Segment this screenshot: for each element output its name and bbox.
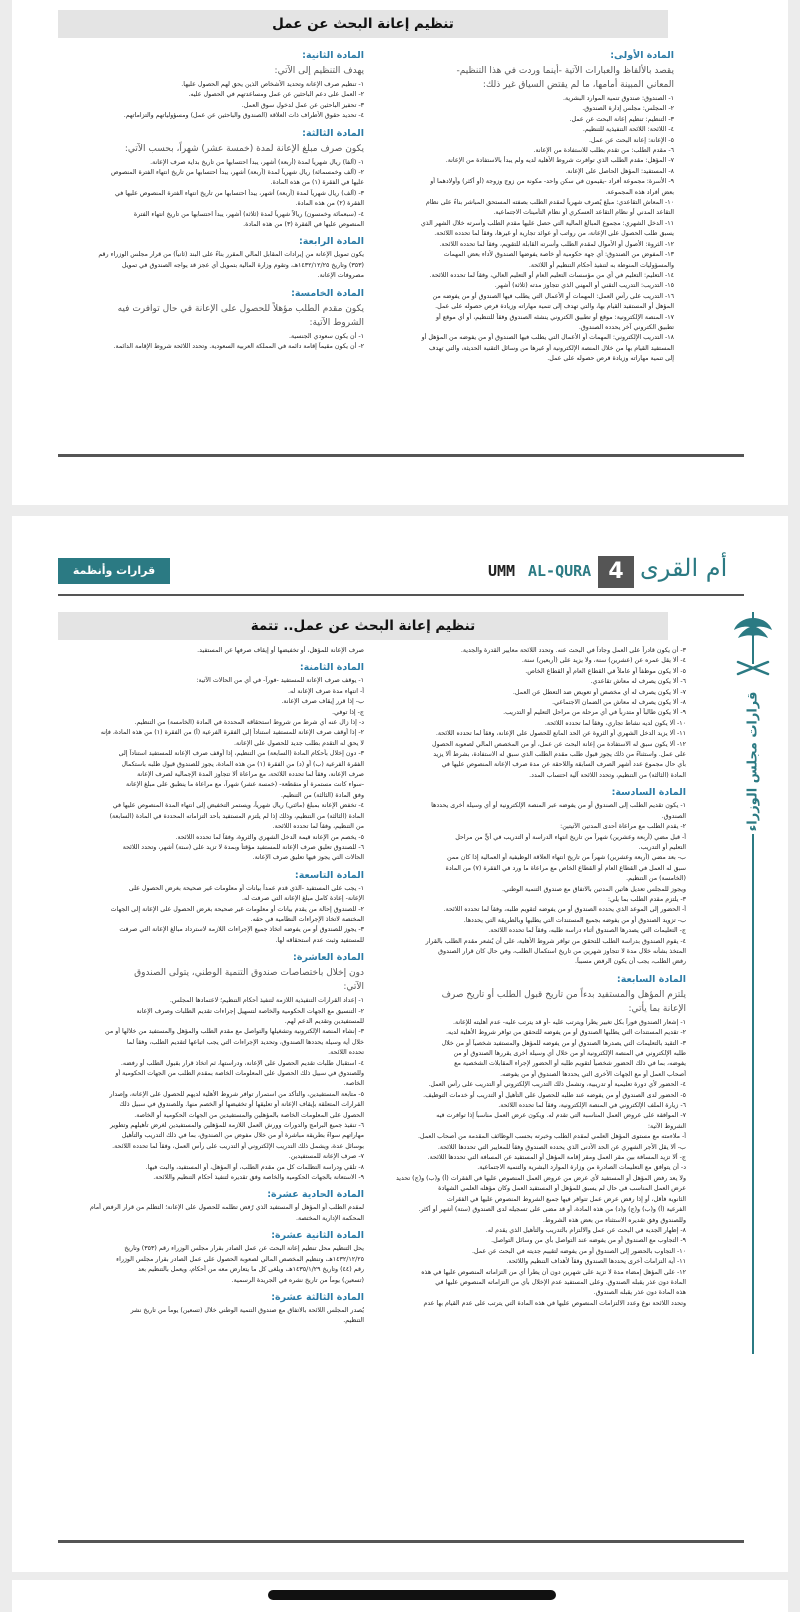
text-line: ١٥- التدريب: التدريب التقني أو المهني الذي تتجاوز مدته (ثلاثة) أشهر. (494, 282, 674, 290)
side-strip (728, 604, 778, 1364)
page-rule (58, 454, 744, 457)
text-line: ٩- ألا يكون طالباً أو متدرباً في أي مرحلة من مراحل التعليم أو التدريب. (503, 709, 686, 717)
text-line: ٥- الحضور لدى الصندوق أو من يفوضه عند طلبه للحصول على التأهيل أو التدريب أو خدمات التوظيف. (423, 1091, 686, 1099)
text-line: صرف الإعانة، وفقاً لما تحدده اللائحة، مع مراعاة ألا تتجاوز المدة الإجمالية لصرف الإعانة (137, 771, 364, 779)
text-line: ١- يجب على المستفيد -الذي قدم عمداً بيانات أو معلومات غير صحيحة بغرض الحصول على (128, 884, 364, 892)
text-line: الشروط الآتية: (647, 1122, 686, 1130)
article-items (58, 332, 364, 353)
page-rule (58, 1540, 744, 1543)
masthead (12, 516, 788, 606)
text-line: ٨- تلقي ودراسة التظلمات كل من مقدم الطلب، أو المؤهل، أو المستفيد، والبت فيها. (145, 1163, 364, 1171)
text-line: ب- إذا قرر إيقاف صرف الإعانة. (281, 698, 364, 706)
article-lead: يهدف التنظيم إلى الآتي: (274, 66, 364, 76)
text-line: ٧- صرف الإعانة للمستفيدين. (288, 1153, 364, 1161)
article-items (374, 801, 686, 968)
text-line: ١٢- على المؤهل إمضاء مدة لا تزيد على شهرين دون أن يطرأ أي من التزاماته المنصوص عليها في هذه (421, 1268, 686, 1276)
text-line: يسبق طلب الحصول على الإعانة، من رواتب أو عوائد تجارية أو غيرها، وفقاً لما تحدده اللائحة. (434, 230, 674, 238)
text-line: ٣- تحفيز الباحثين عن عمل لدخول سوق العمل. (241, 101, 364, 109)
text-line: ٧- ألا يكون يصرف له أي مخصص أو تعويض ضد التعطل عن العمل. (512, 688, 686, 696)
text-line: ٢- (ألف وخمسمائة) ريال شهرياً لمدة (أربعة) أشهر، يبدأ احتسابها من تاريخ انتهاء الفترة المنصوص (110, 169, 364, 177)
text-line: ولا يعد رفض المؤهل أو المستفيد لأي عرض من عروض العمل المنصوص عليها في الفقرات (أ) و(ب) و(ج) تحديد (395, 1174, 686, 1182)
text-line: أ- الحضور إلى الموعد الذي يحدده الصندوق أو من يفوضه لتقويم طلبه، وفقاً لما تحدده اللائحة. (443, 906, 686, 914)
text-line: رفض الطلب، يجب أن يكون الرفض مسبباً. (575, 958, 686, 966)
text-line: للمستفيدين وتقديم الدعم لهم. (284, 1017, 364, 1025)
text-line: ٣- يلتزم مقدم الطلب بما يلي: (607, 895, 686, 903)
text-line: ٨- المستفيد: المؤهل الحاصل على الإعانة. (565, 167, 674, 175)
text-line: المختصة لاتخاذ الإجراءات النظامية في حقه. (250, 915, 364, 923)
text-line: ٥- متابعة المستفيدين، والتأكد من استمرار توافر شروط الأهلية لديهم للحصول على الإعانة، وإصدار (109, 1090, 364, 1098)
text-line: د- أن يتوافق مع التعليمات الصادرة من وزارة الموارد البشرية والتنمية الاجتماعية. (477, 1164, 686, 1172)
text-line: ٣- التقيد بالتعليمات التي يصدرها الصندوق أو من يفوضه للمؤهل والمستفيد شخصياً أو من خلال (441, 1039, 686, 1047)
text-line: ١٦- التدريب على رأس العمل: المهمات أو الأعمال التي يطلب فيها الصندوق أو من يفوضه من (432, 292, 674, 300)
text-line: ويجوز للمجلس تعديل هاتين المدتين بالاتفاق مع صندوق التنمية الوطني. (501, 885, 686, 893)
text-line: التقاعد المدني أو نظام التقاعد العسكري أو نظام التأمينات الاجتماعية. (493, 209, 674, 217)
text-line: من التنظيم، وفقاً لما تحدده اللائحة. (272, 823, 364, 831)
text-line: د- إذا زال عنه أي شرط من شروط استحقاقه المحددة في المادة (الخامسة) من التنظيم. (134, 719, 364, 727)
logo-latin-1: UMM (488, 562, 516, 580)
article-heading: المادة الثامنة: (299, 662, 364, 674)
page-1 (12, 0, 788, 505)
right-column (374, 646, 686, 1526)
text-line: الحصول على المعلومات الخاصة بالمؤهلين والمستفيدين من الجهات الحكومية أو الخاصة. (134, 1111, 364, 1119)
text-line: ب- تزويد الصندوق أو من يفوضه بجميع المستندات التي يطلبها وبالطريقة التي يحددها. (463, 916, 686, 924)
article-lead: الآتي: (343, 982, 364, 993)
article-items (58, 1244, 364, 1286)
text-line: للمستفيد وثبت عدم استحقاقه لها. (275, 936, 364, 944)
text-line: المستفيد القيام بها من خلال المنصة الإلكترونية أو غيرها من وسائل التقنية الحديثة، والتي تهدف (429, 344, 674, 352)
text-line: ١- إعداد القرارات التنفيذية اللازمة لتنفيذ أحكام التنظيم؛ لاعتمادها المجلس. (169, 997, 364, 1005)
text-line: المادة (الثالثة) من التنظيم، وذلك إذا لم يلتزم المستفيد بأحد التزاماته المحددة في المادة (السابعة) (109, 812, 364, 820)
article-items (58, 158, 364, 231)
text-line: مصروفات الإعانة. (317, 272, 364, 280)
text-line: يكون تمويل الإعانة من إيرادات المقابل المالي المقرر بناءً على البند (ثانياً) من قرار مجلس الوزراء رقم (98, 251, 364, 259)
text-line: بوسائل عدة، ويشمل ذلك التدريب الإلكتروني أو التدريب على رأس العمل، وفقاً لما تحدده اللائحة. (112, 1142, 364, 1150)
text-line: تحدده اللائحة. (328, 1049, 364, 1057)
text-line: بأي حال مجموع عدد أشهر الصرف السابقة واللاحقة عن مدة صرف الإعانة المنصوص عليها في (441, 761, 686, 769)
article-lead: الشروط الآتية: (309, 317, 364, 328)
article-lead: دون إخلال باختصاصات صندوق التنمية الوطني، يتولى الصندوق (134, 968, 364, 979)
article-heading: المادة الثانية: (302, 50, 364, 61)
text-line: عرض العمل المناسب في حال لم يسبق للمؤهل أو المستفيد العمل وكان مؤهله العلمي الشهادة (438, 1185, 686, 1193)
article-lead: يقصد بالألفاظ والعبارات الآتية -أينما وردت في هذا التنظيم- (456, 66, 674, 76)
text-line: لمقدم الطلب أو المؤهل أو المستفيد الذي رُفض تظلمه للحصول على الإعانة؛ التظلم من قرار الرفض أمام (89, 1204, 364, 1212)
logo-latin-2: AL-QURA (528, 562, 592, 580)
text-line: ج- التعليمات التي يصدرها الصندوق أثناء دراسة طلبه، وفقاً لما تحدده اللائحة. (488, 927, 686, 935)
text-line: أ- قبل مضي (أربعة وعشرين) شهراً من تاريخ انتهاء الدراسة أو التدريب في أيٍّ من مراحل (455, 833, 686, 841)
text-line: الفقرة الفرعية (ب) أو (د) من الفقرة (١) من هذه المادة، يجوز للصندوق قبول طلبه باستكمال (121, 760, 364, 768)
text-line: ١١- ألا يزيد الدخل الشهري أو الثروة عن الحد المانع للحصول على الإعانة، وفقاً لما تحدده اللائحة. (435, 730, 686, 738)
category-button[interactable]: قرارات وأنظمة (58, 558, 170, 584)
side-label: قرارات مجلس الوزراء (745, 691, 761, 832)
text-line: طلبه الإلكتروني في المنصة الإلكترونية أو من خلال أي وسيلة أخرى يقررها الصندوق أو من (453, 1050, 686, 1057)
text-line: ٦- تنفيذ جميع البرامج والدورات وورش العمل اللازمة للمؤهلين والمستفيدين لغرض تأهيلهم وتطوير (109, 1122, 364, 1130)
text-line: ٤- اللائحة: اللائحة التنفيذية للتنظيم. (582, 126, 674, 134)
text-line: ٣- التنظيم: تنظيم إعانة البحث عن عمل. (569, 115, 674, 123)
page-title: تنظيم إعانة البحث عن عمل (58, 10, 668, 38)
page-title: تنظيم إعانة البحث عن عمل.. تتمة (58, 612, 668, 640)
text-line: ٨- ألا يكون يصرف له معاش من الضمان الاجتماعي. (552, 699, 686, 707)
text-line: ٣- أن يكون قادراً على العمل وجاداً في البحث عنه. وتحدد اللائحة معايير القدرة والجدية. (460, 647, 686, 654)
text-line: يُصدر المجلس اللائحة بالاتفاق مع صندوق التنمية الوطني خلال (تسعين) يوماً من تاريخ نشر (130, 1306, 364, 1314)
text-line: ٤- يقوم الصندوق بدراسة الطلب للتحقق من توافر شروط الأهلية، على أن يُشعر مقدم الطلب بالقرار (425, 937, 686, 945)
text-line: ٣- دون إخلال بأحكام المادة (السابعة) من التنظيم، إذا أوقف صرف الإعانة للمستفيد استناداً إلى (118, 750, 364, 758)
article-items (58, 996, 364, 1183)
article-items (58, 80, 364, 122)
article-items (58, 250, 364, 281)
text-line: ٢- أن يكون مقيماً إقامة دائمة في المملكة العربية السعودية. وتحدد اللائحة شروط الإقامة الدائمة. (113, 343, 364, 351)
text-line: ٤- الحضور لأي دورة تعليمية أو تدريبية، وتشمل ذلك التدريب الإلكتروني أو التدريب على رأس العمل. (428, 1081, 686, 1089)
text-line: ج- إذا توفي. (332, 708, 364, 716)
text-line: ٢- المجلس: مجلس إدارة الصندوق. (582, 105, 674, 113)
text-line: أ- انتهاء مدة صرف الإعانة له. (288, 687, 364, 695)
text-line: ٤- (سبعمائة وخمسون) ريالاً شهرياً لمدة (ثلاثة) أشهر، يبدأ احتسابها من تاريخ انتهاء الفترة (133, 210, 364, 218)
text-line: -سواء كانت مستمرة أو منقطعة- (خمسة عشر) شهراً، مع مراعاة ما ينطبق على مبلغ الإعانة (125, 781, 364, 789)
text-line: وفق المادة (الثالثة) من التنظيم. (280, 791, 364, 799)
text-line: ١٣- المفوض من الصندوق: أي جهة حكومية أو خاصة يفوضها الصندوق لأداء بعض المهمات (443, 251, 674, 259)
article-lead: يلتزم المؤهل والمستفيد بدءاً من تاريخ قبول الطلب أو تاريخ صرف (441, 989, 686, 1000)
text-line: ١- يكون تقديم الطلب إلى الصندوق أو من يفوضه عبر المنصة الإلكترونية أو أي وسيلة أخرى يحددها (431, 802, 686, 810)
text-line: هذه المادة دون عذر يقبله الصندوق. (593, 1289, 686, 1297)
article-items (58, 884, 364, 946)
text-line: سبق له العمل في القطاع العام أو القطاع الخاص مع مراعاة ما ورد في الفقرة (٧) من المادة (445, 864, 686, 872)
text-line: الفرعية (أ) و(ب) و(ج) و(د) من هذه المادة، أو قد مضى على تسجيله لدى الصندوق (ستة) أشهر أو أكثر. (418, 1206, 686, 1214)
article-heading: المادة الثانية عشرة: (271, 1230, 364, 1242)
article-items (374, 1018, 686, 1309)
text-line: الخاصة. (343, 1080, 364, 1088)
text-line: ٢- التنسيق مع الجهات الحكومية والخاصة لتسهيل إجراءات تقديم الطلبات وصرف الإعانة (136, 1007, 364, 1015)
text-line: ٤- تخفض الإعانة بمبلغ (مائتي) ريال شهرياً، ويستمر التخفيض إلى انتهاء المدة المنصوص عليها في (112, 802, 364, 810)
text-line: يحل التنظيم محل تنظيم إعانة البحث عن عمل الصادر بقرار مجلس الوزراء رقم (٣٥٣) وتاريخ (124, 1245, 364, 1253)
logo-arabic: أم القرى (640, 554, 728, 582)
article-heading: المادة التاسعة: (294, 869, 364, 881)
masthead-rule (58, 594, 744, 596)
text-line: ١٨- التدريب الإلكتروني: المهمات أو الأعمال التي يطلب فيها الصندوق أو من يفوضه من المؤهل أو (421, 334, 674, 342)
text-line: ٦- مقدم الطلب: من تقدم بطلب للاستفادة من الإعانة. (533, 147, 674, 155)
text-line: ٤- ألا يقل عمره عن (عشرين) سنة، ولا يزيد على (أربعين) سنة. (521, 657, 686, 665)
text-line: ب- ألا يقل الأجر الشهري عن الحد الأدنى الذي يحدده الصندوق وفقاً للمعايير التي تحددها اللائحة. (437, 1143, 686, 1151)
text-line: الثانوية فأقل، أو إذا رفض عرض عمل تتوافر فيها جميع الشروط المنصوص عليها في الفقرات (446, 1195, 686, 1203)
article-lead: المعاني المبينة أمامها، ما لم يقتض السياق غير ذلك: (482, 80, 674, 90)
article-lead: يكون مقدم الطلب مؤهلاً للحصول على الإعانة في حال توافرت فيه (117, 303, 364, 314)
article-heading: المادة الخامسة: (291, 287, 364, 299)
text-line: ١٠- التجاوب بالحضور إلى الصندوق أو من يفوضه لتقييم جديته في البحث عن عمل. (471, 1247, 686, 1255)
article-heading: المادة الرابعة: (298, 236, 364, 248)
text-line: ١- تنظيم صرف الإعانة وتحديد الأشخاص الذين يحق لهم الحصول عليها. (181, 81, 364, 88)
text-line: أ- ملاءمته مع مستوى المؤهل العلمي لمقدم الطلب وخبرته بحسب الوظائف المقدمة من أصحاب العمل. (418, 1133, 686, 1141)
text-line: الإعانة- إعادة كامل مبلغ الإعانة التي صرفت له. (242, 895, 364, 903)
continued-line: صرف الإعانة للمؤهل، أو تخفيضها أو إيقاف صرفها عن المستفيد. (197, 647, 364, 654)
text-line: المادة دون عذر يقبله الصندوق. وعلى المستفيد عدم الإخلال بأي من التزاماته المنصوص عليها في (435, 1278, 686, 1286)
text-line: ٢- يقدم الطلب مع مراعاة أحدى المدتين الآتيتين: (560, 823, 686, 831)
text-line: وللصندوق في سبيل ذلك الحصول على المعلومات الخاصة بمقدم الطلب من الجهات الحكومية أو (115, 1070, 364, 1077)
text-line: ٢- تقديم المستندات التي يطلبها الصندوق أو من يفوضه للتحقق من توافر شروط الأهلية لديه. (445, 1029, 686, 1037)
page-3 (12, 1580, 788, 1612)
text-line: أصحاب العمل أو مع الجهات الأخرى التي يحددها الصندوق أو من يفوضه. (500, 1070, 686, 1078)
text-line: ١٢- الثروة: الأصول أو الأموال لمقدم الطلب وأسرته القابلة للتقويم، وفقاً لما تحدده اللائحة. (439, 240, 674, 248)
home-indicator[interactable] (268, 1590, 556, 1600)
text-line: مهاراتهم سواءً بطريقة مباشرة أو من خلال مفوض من الصندوق، بما في ذلك التدريب والتأهيل (121, 1132, 364, 1140)
article-heading: المادة السادسة: (611, 787, 686, 799)
text-line: الحالات التي يجوز فيها تعليق صرف الإعانة. (252, 854, 364, 862)
text-line: وللصندوق وفق تقديره الاستثناء من بعض هذه الشروط. (542, 1216, 686, 1224)
text-line: المتخذ بشأنه خلال مدة لا تتجاوز شهرين من تاريخ استكمال الطلب، وفي حال كان قرار الصندوق (438, 947, 686, 955)
article-lead: يكون صرف مبلغ الإعانة لمدة (خمسة عشر) شهراً، بحسب الآتي: (124, 143, 364, 154)
text-line: ٥- يخصم من الإعانة قيمة الدخل الشهري والثروة، وفقاً لما تحدده اللائحة. (175, 833, 364, 841)
text-line: تطبيق الكتروني آخر يحدده الصندوق. (578, 323, 674, 331)
text-line: المادة (الثالثة) من التنظيم، وتحدد اللائحة آلية احتساب المدد. (529, 771, 686, 779)
left-column (58, 44, 364, 444)
text-line: ب- بعد مضي (أربعة وعشرين) شهراً من تاريخ انتهاء العلاقة الوظيفية أو العمالية إذا كان ممن (446, 854, 686, 862)
text-line: ٢- العمل على دعم الباحثين عن عمل ومساعدتهم في الحصول عليه. (188, 91, 364, 99)
text-line: ٤- تحديد حقوق الأطراف ذات العلاقة (الصندوق والباحثين عن عمل) ومسؤولياتهم والتزاماتهم. (123, 112, 364, 120)
definitions-list (374, 94, 674, 365)
text-line: ١- أن يكون سعودي الجنسية. (289, 332, 364, 340)
article-heading: المادة العاشرة: (293, 952, 364, 964)
text-line: ١٠- ألا يكون لديه نشاط تجاري، وفقاً لما تحدده اللائحة. (544, 719, 686, 727)
article-items (58, 676, 364, 863)
text-line: ٥- الإعانة: إعانة البحث عن عمل. (588, 136, 674, 144)
text-line: المنصوص عليها في الفقرة (٣) من هذه المادة. (243, 221, 364, 229)
text-line: ٢- للصندوق إحالة من يقدم بيانات أو معلومات غير صحيحة بغرض الحصول على الإعانة إلى الجهات (110, 905, 364, 913)
article-heading: المادة الثالثة: (302, 127, 364, 139)
emblem-icon (728, 604, 778, 684)
text-line: ٦- ألا يكون يصرف له معاش تقاعدي. (590, 678, 686, 686)
text-line: ٩- التجاوب مع الصندوق أو من يفوضه عند التواصل بأي من وسائل التواصل. (491, 1237, 686, 1245)
text-line: رقم (٤٤) وتاريخ ١٤٣٥/١/٢٩هـ، ويلغى كل ما يتعارض معه من أحكام، ويعمل بالتنظيم بعد (137, 1266, 364, 1274)
issue-number: 4 (598, 556, 634, 588)
text-line: الصندوق. (661, 812, 686, 820)
text-line: (الخامسة) من التنظيم. (626, 875, 686, 883)
text-line: ١١- الدخل الشهري: مجموع المبالغ المالية التي حصل عليها مقدم الطلب وأسرته خلال الشهر الذي (420, 219, 674, 227)
text-line: الفقرة (٢) من هذه المادة. (295, 200, 364, 208)
article-items (374, 646, 686, 781)
text-line: وتحدد اللائحة نوع وعدد الالتزامات المنصوص عليها في هذه المادة التي يترتب على عدم القيام بها عدم (423, 1299, 686, 1307)
text-line: ١- (ألفا) ريال شهرياً لمدة (أربعة) أشهر، يبدأ احتسابها من تاريخ بداية صرف الإعانة. (150, 158, 364, 166)
article-items (58, 1203, 364, 1224)
text-line: ٩- الأسرة: مجموعة أفراد -يقيمون في سكن واحد- مكونة من زوج وزوجة (أو أكثر) وأولادهما أو (430, 178, 674, 186)
text-line: والمسؤوليات المنوطة به لتنفيذ أحكام التنظيم أو اللائحة. (528, 261, 674, 269)
text-line: المحكمة الإدارية المختصة. (295, 1214, 364, 1222)
publication-logo (482, 556, 752, 590)
article-heading: المادة الأولى: (610, 50, 674, 61)
text-line: ج- ألا تزيد المسافة بين مقر العمل ومقر إقامة المؤهل أو المستفيد عن المسافة التي تحددها اللائحة. (427, 1154, 686, 1162)
text-line: المؤهل أو المستفيد القيام بها، والتي تهدف إلى تنمية مهاراته وزيادة فرص حصوله على عمل. (435, 303, 674, 311)
text-line: ٦- زيارة الملف الإلكتروني في المنصة الإلكترونية، وفقاً لما تحدده اللائحة. (498, 1102, 686, 1110)
text-line: ٩- الاستعانة بالجهات الحكومية والخاصة وفق تقديره لتنفيذ أحكام التنظيم واللائحة. (153, 1174, 364, 1182)
text-line: عليها في الفقرة (١) من هذه المادة. (270, 179, 364, 187)
text-line: ١- الصندوق: صندوق تنمية الموارد البشرية. (562, 95, 674, 102)
text-line: يفوضه، بما في ذلك الحضور شخصياً لتقويم طلبه أو الحضور لإجراء المقابلات الشخصية مع (454, 1060, 686, 1068)
text-line: التعليم أو التدريب. (638, 843, 686, 851)
text-line: القرارات المتعلقة بإيقاف الإعانة أو تعليقها أو تخفيضها أو الخصم منها. وللصندوق في سبيل ذلك (119, 1101, 364, 1109)
text-line: (٣٥٣) وتاريخ ١٤٣٢/١٢/٢٥هـ، وتقوم وزارة المالية بتمويل أي عجز قد يواجه الصندوق في تمويل (122, 261, 364, 269)
article-heading: المادة الحادية عشرة: (267, 1189, 364, 1201)
text-line: ٨- إظهار الجدية في البحث عن عمل والالتزام بالتدريب والتأهيل الذي يقدم له. (485, 1226, 686, 1234)
text-line: (تسعين) يوماً من تاريخ نشره في الجريدة الرسمية. (231, 1276, 364, 1284)
text-line: على عمل. واستثناءً من ذلك يجوز قبول طلب مقدم الطلب الذي سبق له الاستفادة، بشرط ألا يزيد (433, 751, 686, 759)
right-column (374, 44, 674, 444)
text-line: ١٤٣٢/١٢/٢٥هـ، وتنظيم المخصص المالي لصعوبة الحصول على عمل الصادر بقرار مجلس الوزراء (116, 1255, 364, 1263)
page-2 (12, 516, 788, 1572)
text-line: بعض أفراد هذه المجموعة. (605, 188, 674, 196)
text-line: ٣- (ألف) ريال شهرياً لمدة (أربعة) أشهر، يبدأ احتسابها من تاريخ انتهاء الفترة المنصوص عليها في (115, 189, 364, 197)
text-line: ٤- استقبال طلبات تقديم الحصول على الإعانة، ودراستها، ثم اتخاذ قرار بقبول الطلب أو رفضه. (120, 1059, 364, 1067)
text-line: ٣- إنشاء المنصة الإلكترونية وتشغيلها والتواصل مع مقدم الطلب والمؤهل والمستفيد من خلالها أو من (105, 1028, 364, 1036)
article-lead: الإعانة بما يأتي: (628, 1003, 686, 1014)
text-line: ١٧- المنصة الإلكترونية: موقع أو تطبيق الكتروني ينشئه الصندوق وفقاً للتنظيم، أو أي موقع أو (435, 313, 674, 321)
article-heading: المادة الثالثة عشرة: (271, 1291, 364, 1303)
left-column (58, 646, 364, 1526)
article-items (58, 1306, 364, 1327)
text-line: لا يحق له التقدم بطلب جديد للحصول على الإعانة. (234, 739, 364, 747)
text-line: إلى تنمية مهاراته وزيادة فرص حصوله على عمل. (547, 355, 674, 363)
text-line: خلال أية وسيلة يحددها الصندوق، وتحديد الإجراءات التي يجب اتباعها لتقديم الطلب، وفقاً لما (126, 1038, 364, 1046)
text-line: ٢- إذا أوقف صرف الإعانة للمستفيد استناداً إلى الفقرة الفرعية (أ) من الفقرة (١) من هذه المادة، فإنه (100, 729, 364, 737)
text-line: التنظيم. (343, 1317, 364, 1325)
text-line: ٧- الموافقة على عروض العمل المناسبة التي تقدم له. ويكون عرض العمل مناسباً إذا توافرت فيه (436, 1112, 686, 1120)
text-line: ٥- ألا يكون موظفاً أو عاملاً في القطاع العام أو القطاع الخاص. (525, 667, 686, 675)
text-line: ٦- للصندوق تعليق صرف الإعانة للمستفيد مؤقتاً وبمدة لا تزيد على (ستة) أشهر، وتحدد اللائحة (122, 843, 364, 851)
side-line (752, 834, 754, 1354)
text-line: ١- يوقف صرف الإعانة للمستفيد -فوراً- في أي من الحالات الآتية: (196, 677, 364, 685)
text-line: ١٢- ألا يكون سبق له الاستفادة من إعانة البحث عن عمل، أو من المخصص المالي لصعوبة الحصول (432, 740, 686, 748)
text-line: ١٤- التعليم: التعليم في أي من مؤسسات التعليم العام أو التعليم العالي، وفقاً لما تحدده اللائحة. (429, 271, 674, 279)
text-line: ٧- المؤهل: مقدم الطلب الذي توافرت شروط الأهلية لديه ولم يبدأ بالاستفادة من الإعانة. (445, 157, 674, 165)
text-line: ١٠- المعاش التقاعدي: مبلغ يُصرف شهرياً لمقدم الطلب بصفته المستحق المباشر بناءً على نظام (425, 199, 674, 207)
text-line: ١١- أية التزامات أخرى يحددها الصندوق وفقاً لأهداف التنظيم واللائحة. (506, 1258, 686, 1266)
text-line: ١- إشعار الصندوق فوراً بكل تغيير يطرأ ويترتب عليه -أو قد يترتب عليه- عدم أهليته للإعانة. (452, 1018, 686, 1026)
text-line: ٣- يجوز للصندوق أو من يفوضه اتخاذ جميع الإجراءات اللازمة لاسترداد مبالغ الإعانة التي صرفت (119, 926, 364, 934)
article-heading: المادة السابعة: (616, 973, 686, 985)
